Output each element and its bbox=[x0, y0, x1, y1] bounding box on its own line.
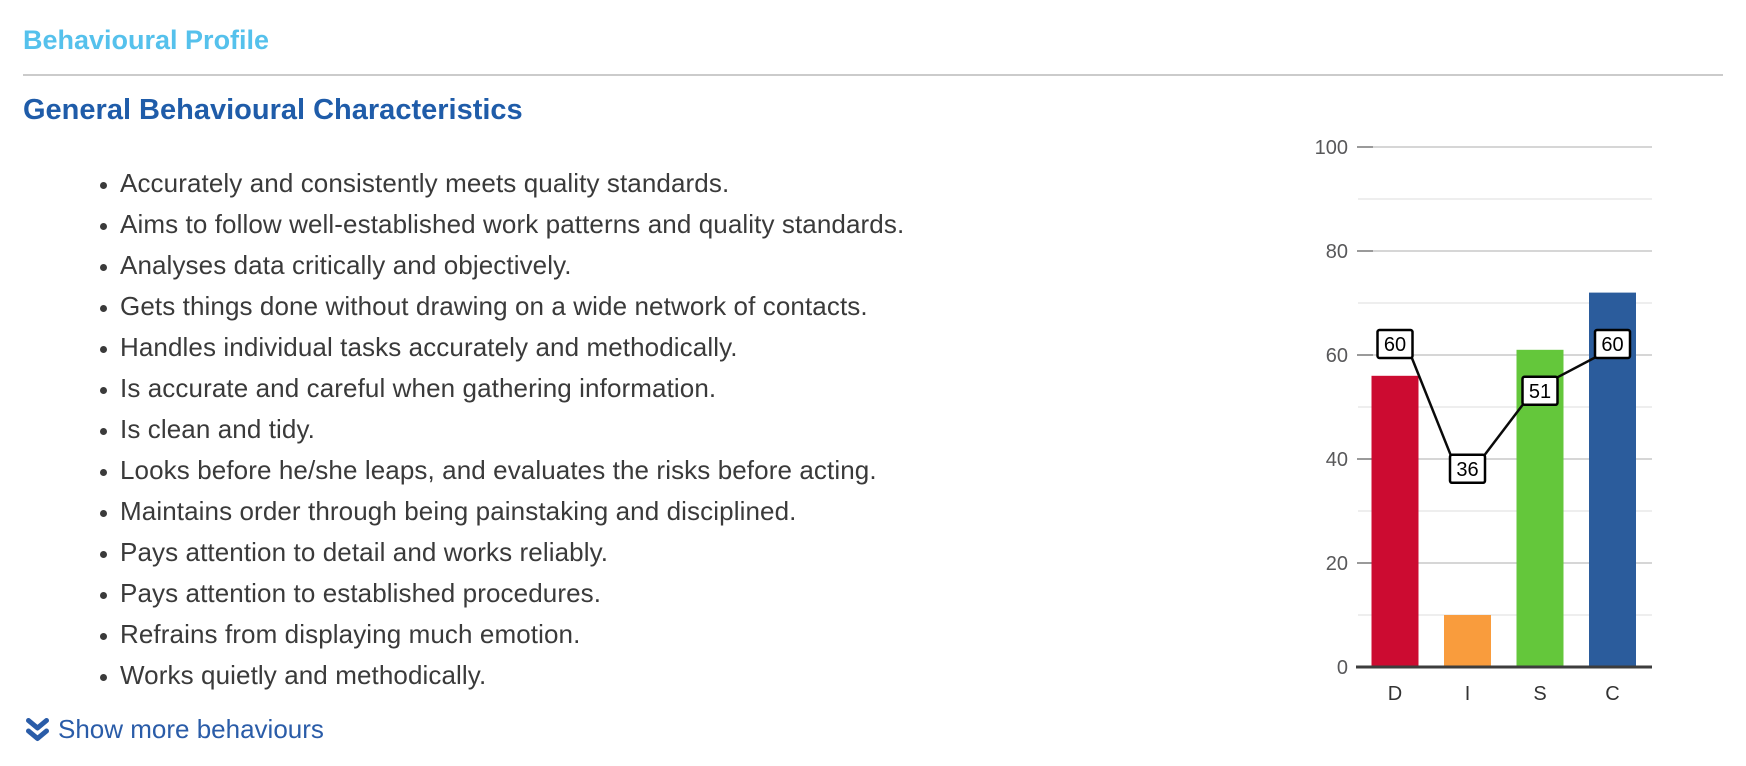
list-item: • Handles individual tasks accurately and methodically. bbox=[120, 327, 1723, 368]
list-item: • Analyses data critically and objectively. bbox=[120, 245, 1723, 286]
disc-chart-svg bbox=[1280, 110, 1746, 760]
section-heading: General Behavioural Characteristics bbox=[23, 93, 523, 126]
x-axis-label-D: D bbox=[1387, 683, 1403, 705]
x-axis-label-I: I bbox=[1464, 683, 1471, 705]
x-axis-label-C: C bbox=[1605, 683, 1620, 705]
disc-profile-chart bbox=[1280, 110, 1746, 760]
y-axis-label: 20 bbox=[1325, 553, 1348, 575]
bar-D bbox=[1372, 376, 1419, 667]
bar-I bbox=[1444, 615, 1491, 667]
list-item: • Aims to follow well-established work patterns and quality standards. bbox=[120, 204, 1723, 245]
list-item: • Is accurate and careful when gathering information. bbox=[120, 368, 1723, 409]
list-item: • Refrains from displaying much emotion. bbox=[120, 614, 1723, 655]
show-more-label: Show more behaviours bbox=[58, 713, 324, 744]
y-axis-label: 60 bbox=[1325, 345, 1348, 367]
double-chevron-down-icon bbox=[24, 716, 51, 745]
y-axis-label: 100 bbox=[1314, 137, 1348, 159]
list-item: • Looks before he/she leaps, and evaluates the risks before acting. bbox=[120, 450, 1723, 491]
page-title: Behavioural Profile bbox=[23, 25, 270, 55]
point-label-S: 51 bbox=[1528, 380, 1552, 403]
show-more-behaviours-link[interactable] bbox=[24, 713, 324, 745]
list-item: • Pays attention to established procedures. bbox=[120, 573, 1723, 614]
point-label-D: 60 bbox=[1383, 334, 1407, 356]
y-axis-label: 0 bbox=[1336, 657, 1348, 679]
list-item: • Maintains order through being painstaking and disciplined. bbox=[120, 491, 1723, 532]
list-item: • Gets things done without drawing on a wide network of contacts. bbox=[120, 286, 1723, 327]
y-axis-label: 40 bbox=[1325, 449, 1348, 471]
point-label-C: 60 bbox=[1601, 334, 1624, 356]
list-item: • Accurately and consistently meets quality standards. bbox=[120, 163, 1723, 204]
y-axis-label: 80 bbox=[1325, 241, 1348, 263]
point-label-I: 36 bbox=[1456, 458, 1479, 481]
list-item: • Pays attention to detail and works reliably. bbox=[120, 532, 1723, 573]
section-divider bbox=[23, 74, 1723, 76]
list-item: • Works quietly and methodically. bbox=[120, 655, 1723, 696]
list-item: • Is clean and tidy. bbox=[120, 409, 1723, 450]
x-axis-label-S: S bbox=[1533, 683, 1547, 705]
